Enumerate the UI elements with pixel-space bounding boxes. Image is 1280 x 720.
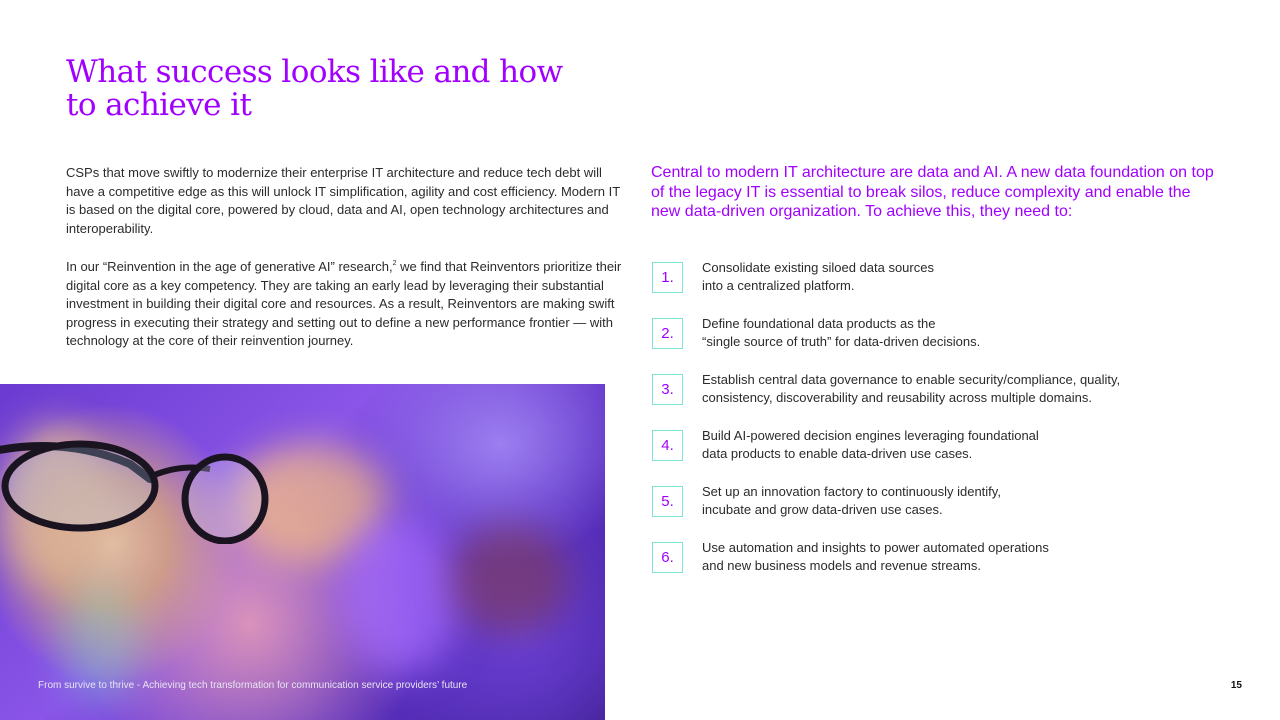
step-text-line-2: incubate and grow data-driven use cases. (702, 502, 943, 517)
list-item (652, 540, 1212, 580)
step-text (702, 371, 1202, 407)
research-paragraph (66, 258, 626, 351)
step-text (702, 259, 1202, 295)
step-number-box: 5. (652, 486, 683, 517)
step-text-line-1: Establish central data governance to enable security/compliance, quality, (702, 372, 1121, 387)
research-paragraph-end: we find that Reinventors prioritize their digital core as a key competency. They are taking an early lead by leveraging their substantial investment in building their digital core and resources. As a result, Reinventors are making swift progress in executing their strategy and setting out to define a new performance frontier — with technology at the core of their reinvention journey. (66, 259, 622, 348)
step-text-line-1: Define foundational data products as the (702, 316, 936, 331)
footnote-marker[interactable]: 2 (392, 260, 397, 267)
step-text-line-1: Use automation and insights to power automated operations (702, 540, 1049, 555)
list-item (652, 316, 1212, 356)
step-text-line-1: Set up an innovation factory to continuously identify, (702, 484, 1001, 499)
research-paragraph-start: In our “Reinvention in the age of generative AI” research, (66, 259, 393, 274)
step-text (702, 539, 1202, 575)
step-number-box: 6. (652, 542, 683, 573)
page-title (66, 56, 586, 122)
step-text-line-2: “single source of truth” for data-driven decisions. (702, 334, 981, 349)
step-text (702, 483, 1202, 519)
eyeglasses-shape (0, 424, 280, 544)
lead-statement: Central to modern IT architecture are data and AI. A new data foundation on top of the legacy IT is essential to break silos, reduce complexity and enable the new data-driven organization. To achieve this, they need to: (651, 164, 1214, 220)
step-text-line-2: data products to enable data-driven use cases. (702, 446, 973, 461)
list-item (652, 484, 1212, 524)
step-text-line-2: into a centralized platform. (702, 278, 855, 293)
step-text-line-1: Consolidate existing siloed data sources (702, 260, 934, 275)
step-number-box: 2. (652, 318, 683, 349)
step-number-box: 1. (652, 262, 683, 293)
hero-photo (0, 384, 605, 720)
intro-paragraph: CSPs that move swiftly to modernize their enterprise IT architecture and reduce tech debt will have a competitive edge as this will unlock IT simplification, agility and cost efficiency. Modern IT is based on the digital core, powered by cloud, data and AI, open technology architectures and interoperability. (66, 165, 620, 236)
list-item (652, 260, 1212, 300)
step-number-box: 4. (652, 430, 683, 461)
page-title-line-2: to achieve it (66, 87, 252, 123)
list-item (652, 372, 1212, 412)
step-text-line-2: and new business models and revenue streams. (702, 558, 981, 573)
step-text (702, 427, 1202, 463)
step-text-line-2: consistency, discoverability and reusability across multiple domains. (702, 390, 1092, 405)
page-number: 15 (1230, 680, 1242, 691)
step-text (702, 315, 1202, 351)
step-number-box: 3. (652, 374, 683, 405)
list-item (652, 428, 1212, 468)
page-title-line-1: What success looks like and how (66, 54, 563, 90)
step-text-line-1: Build AI-powered decision engines leveraging foundational (702, 428, 1039, 443)
footer-note: From survive to thrive - Achieving tech transformation for communication service providers’ future (38, 680, 468, 691)
